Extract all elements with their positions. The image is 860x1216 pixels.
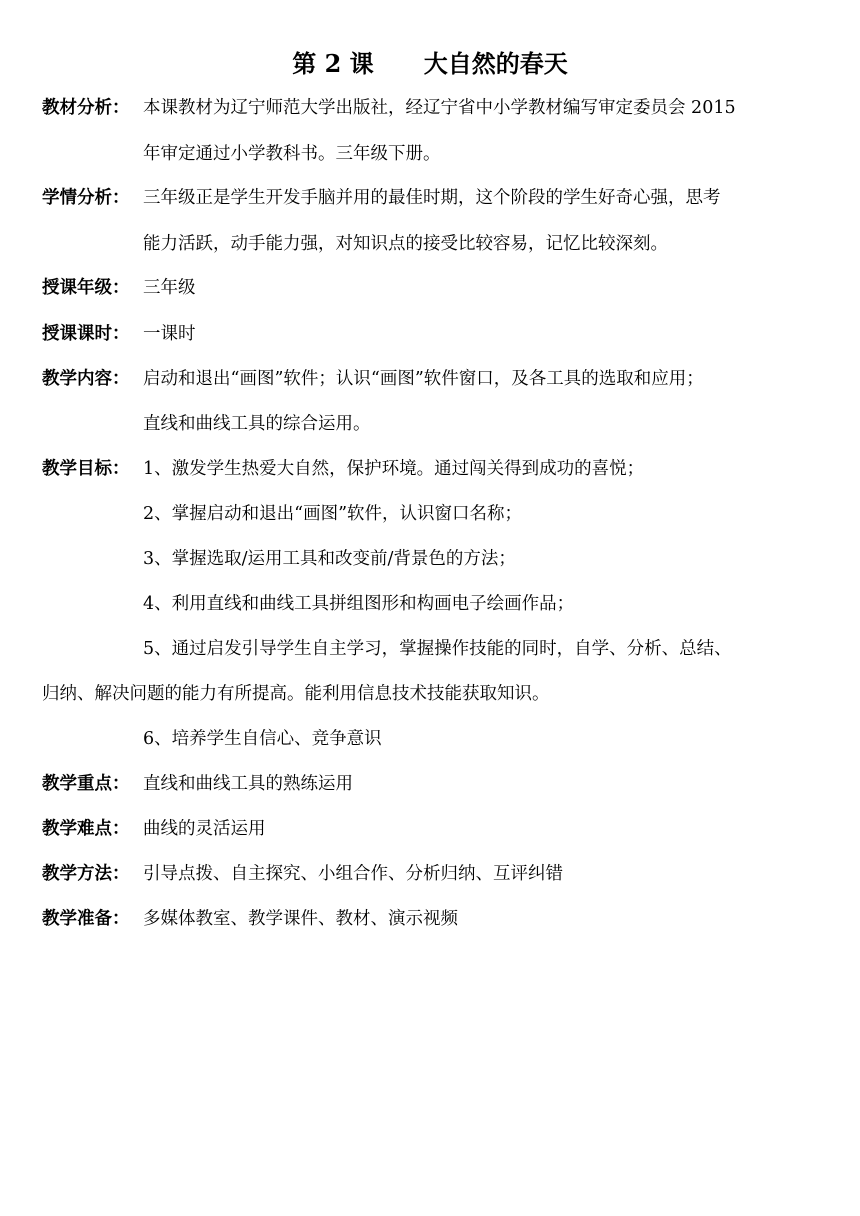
objectives-label: 教学目标： (42, 459, 130, 479)
key-points-text: 直线和曲线工具的熟练运用 (143, 774, 353, 794)
objectives-row (42, 447, 832, 492)
key-points-label: 教学重点： (42, 774, 130, 794)
student-analysis-text-2: 能力活跃，动手能力强，对知识点的接受比较容易，记忆比较深刻。 (143, 234, 668, 254)
textbook-analysis-label: 教材分析： (42, 98, 130, 118)
difficulties-text: 曲线的灵活运用 (143, 819, 266, 839)
hours-row (42, 312, 832, 357)
preparation-text: 多媒体教室、教学课件、教材、演示视频 (143, 909, 458, 929)
grade-label: 授课年级： (42, 278, 130, 298)
content-text-2: 直线和曲线工具的综合运用。 (143, 414, 371, 434)
objective-item-4: 4、利用直线和曲线工具拼组图形和构画电子绘画作品； (143, 594, 575, 614)
methods-row (42, 852, 832, 897)
objective-item-5-line-2: 归纳、解决问题的能力有所提高。能利用信息技术技能获取知识。 (42, 684, 550, 704)
key-points-row (42, 762, 832, 807)
grade-row (42, 266, 832, 311)
textbook-analysis-text-2: 年审定通过小学教科书。三年级下册。 (143, 144, 441, 164)
difficulties-label: 教学难点： (42, 819, 130, 839)
student-analysis-row (42, 176, 832, 221)
preparation-label: 教学准备： (42, 909, 130, 929)
methods-label: 教学方法： (42, 864, 130, 884)
objective-item-2: 2、掌握启动和退出“画图”软件，认识窗口名称； (143, 504, 523, 524)
hours-label: 授课课时： (42, 324, 130, 344)
objective-item-3: 3、掌握选取/运用工具和改变前/背景色的方法； (143, 549, 516, 569)
student-analysis-text-1: 三年级正是学生开发手脑并用的最佳时期，这个阶段的学生好奇心强，思考 (143, 188, 721, 208)
content-text-1: 启动和退出“画图”软件；认识“画图”软件窗口，及各工具的选取和应用； (143, 369, 704, 389)
hours-text: 一课时 (143, 324, 196, 344)
preparation-row (42, 897, 832, 942)
difficulties-row (42, 807, 832, 852)
textbook-analysis-text-1: 本课教材为辽宁师范大学出版社，经辽宁省中小学教材编写审定委员会 2015 (143, 98, 736, 118)
content-label: 教学内容： (42, 369, 130, 389)
grade-text: 三年级 (143, 278, 196, 298)
objective-item-6: 6、培养学生自信心、竞争意识 (143, 729, 382, 749)
methods-text: 引导点拨、自主探究、小组合作、分析归纳、互评纠错 (143, 864, 563, 884)
objective-item-1: 1、激发学生热爱大自然，保护环境。通过闯关得到成功的喜悦； (143, 459, 645, 479)
student-analysis-label: 学情分析： (42, 188, 130, 208)
objective-item-5-line-1: 5、通过启发引导学生自主学习，掌握操作技能的同时，自学、分析、总结、 (143, 639, 732, 659)
textbook-analysis-row (42, 86, 832, 131)
content-row (42, 357, 832, 402)
lesson-title: 第 2 课 大自然的春天 (292, 49, 568, 78)
